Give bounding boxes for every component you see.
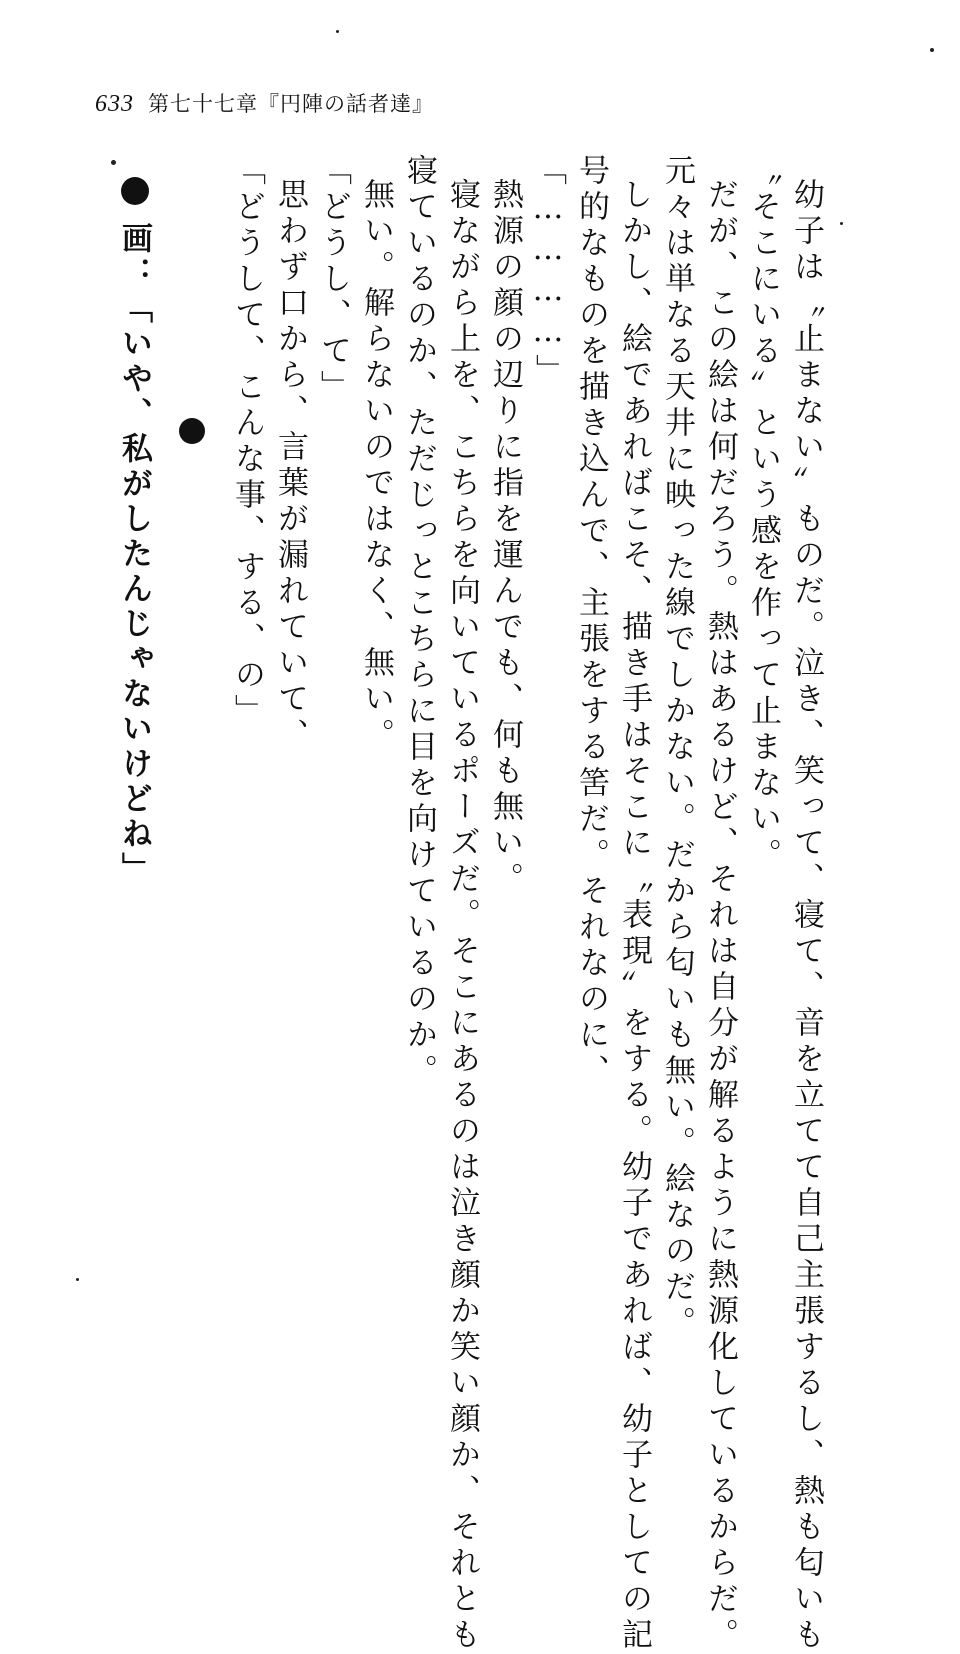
text-line-2: 〝そこにいる〟という感を作って止まない。 bbox=[745, 154, 781, 874]
text-line-6: 号的なものを描き込んで、主張をする筈だ。それなのに、 bbox=[573, 154, 609, 1090]
illustrator-comment: 画：「いや、私がしたんじゃないけどね」 bbox=[116, 222, 152, 887]
text-line-10: 寝ているのか、ただじっとこちらに目を向けているのか。 bbox=[401, 154, 437, 1090]
scan-speck bbox=[76, 1278, 79, 1281]
text-line-5: しかし、絵であればこそ、描き手はそこに〝表現〟をする。幼子であれば、幼子としての記 bbox=[616, 178, 652, 1654]
decorative-dot bbox=[179, 418, 205, 444]
scan-speck bbox=[336, 30, 339, 33]
text-line-4: 元々は単なる天井に映った線でしかない。だから匂いも無い。絵なのだ。 bbox=[659, 154, 695, 1342]
text-line-9: 寝ながら上を、こちらを向いているポーズだ。そこにあるのは泣き顔か笑い顔か、それとも bbox=[444, 178, 480, 1654]
chapter-title: 第七十七章『円陣の話者達』 bbox=[148, 92, 434, 116]
text-line-1: 幼子は〝止まない〟ものだ。泣き、笑って、寝て、音を立てて自己主張するし、熱も匂いも bbox=[788, 178, 824, 1654]
text-line-3: だが、この絵は何だろう。熱はあるけど、それは自分が解るように熱源化しているからだ。 bbox=[702, 178, 738, 1654]
text-line-12: 「どうし、て」 bbox=[315, 154, 351, 406]
scan-speck bbox=[111, 160, 116, 165]
text-line-7: 「…………」 bbox=[530, 154, 566, 390]
page-number: 633 bbox=[95, 91, 134, 117]
bullet-marker bbox=[121, 177, 149, 205]
text-line-14: 「どうして、こんな事、する、の」 bbox=[229, 154, 265, 730]
text-line-8: 熱源の顔の辺りに指を運んでも、何も無い。 bbox=[487, 178, 523, 898]
scan-speck bbox=[930, 48, 934, 52]
scan-speck bbox=[840, 222, 843, 225]
page-header bbox=[95, 88, 434, 118]
text-line-13: 思わず口から、言葉が漏れていて、 bbox=[272, 178, 308, 754]
text-line-11: 無い。解らないのではなく、無い。 bbox=[358, 178, 394, 754]
